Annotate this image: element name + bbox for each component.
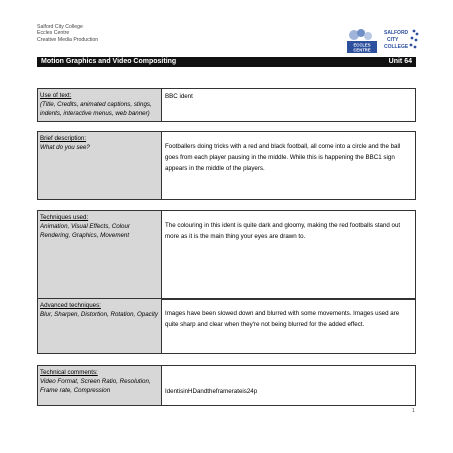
college-name: Salford City College [37, 24, 83, 30]
use-of-text-hint: (Title, Credits, animated captions, stings, indents, interactive menus, web banner) [40, 101, 152, 117]
techniques-used-content[interactable]: The colouring in this ident is quite dark and gloomy, making the red footballs stand out more as it is the main thing your eyes are drawn to. [165, 222, 401, 240]
techniques-used-label: Techniques used: [40, 214, 89, 221]
use-of-text-label: Use of text: [40, 92, 72, 99]
brief-description-label: Brief description: [40, 135, 87, 142]
row-technical-comments [37, 365, 416, 406]
unit-number: Unit 64 [388, 58, 412, 65]
college-header [37, 24, 98, 43]
page-number: 1 [412, 408, 415, 414]
svg-text:CENTRE: CENTRE [353, 47, 371, 53]
techniques-used-hint: Animation, Visual Effects, Colour Rendering, Graphics, Movement [40, 223, 130, 239]
svg-text:COLLEGE: COLLEGE [384, 44, 409, 50]
row-label-cell [38, 299, 162, 353]
technical-comments-hint: Video Format, Screen Ratio, Resolution, Frame rate, Compression [40, 378, 151, 394]
course-name: Creative Media Production [37, 36, 99, 43]
svg-text:ECCLES: ECCLES [353, 42, 371, 48]
salford-city-college-logo [382, 26, 420, 56]
row-label-cell [38, 89, 162, 121]
unit-title-bar [37, 57, 416, 67]
eccles-centre-logo [345, 28, 379, 54]
brief-description-hint: What do you see? [40, 144, 90, 151]
row-label-cell [38, 132, 162, 199]
row-label-cell [38, 211, 162, 299]
advanced-techniques-content[interactable]: Images have been slowed down and blurred with some movements. Images used are quite sharp and clear when they're not being blurred for the added effect. [165, 310, 400, 328]
unit-title: Motion Graphics and Video Compositing [41, 58, 177, 65]
row-advanced-techniques [37, 298, 416, 354]
centre-name: Eccles Centre [37, 30, 70, 37]
row-techniques-used [37, 210, 416, 300]
brief-description-content[interactable]: Footballers doing tricks with a red and black football, all come into a circle and the ball goes from each player pausing in the middle. While this is happening the BBC1 sign appears in the middle of the players. [165, 143, 401, 172]
use-of-text-content[interactable]: BBC ident [165, 93, 193, 100]
row-brief-description [37, 131, 416, 200]
technical-comments-content[interactable]: IdentisinHDandtheframerateis24p [165, 388, 258, 395]
svg-text:SALFORD: SALFORD [384, 30, 409, 36]
advanced-techniques-hint: Blur, Sharpen, Distortion, Rotation, Opacity [40, 311, 158, 318]
svg-text:CITY: CITY [387, 37, 399, 43]
technical-comments-label: Technical comments: [40, 369, 98, 376]
row-label-cell [38, 366, 162, 405]
row-use-of-text [37, 88, 416, 122]
advanced-techniques-label: Advanced techniques: [40, 302, 101, 309]
